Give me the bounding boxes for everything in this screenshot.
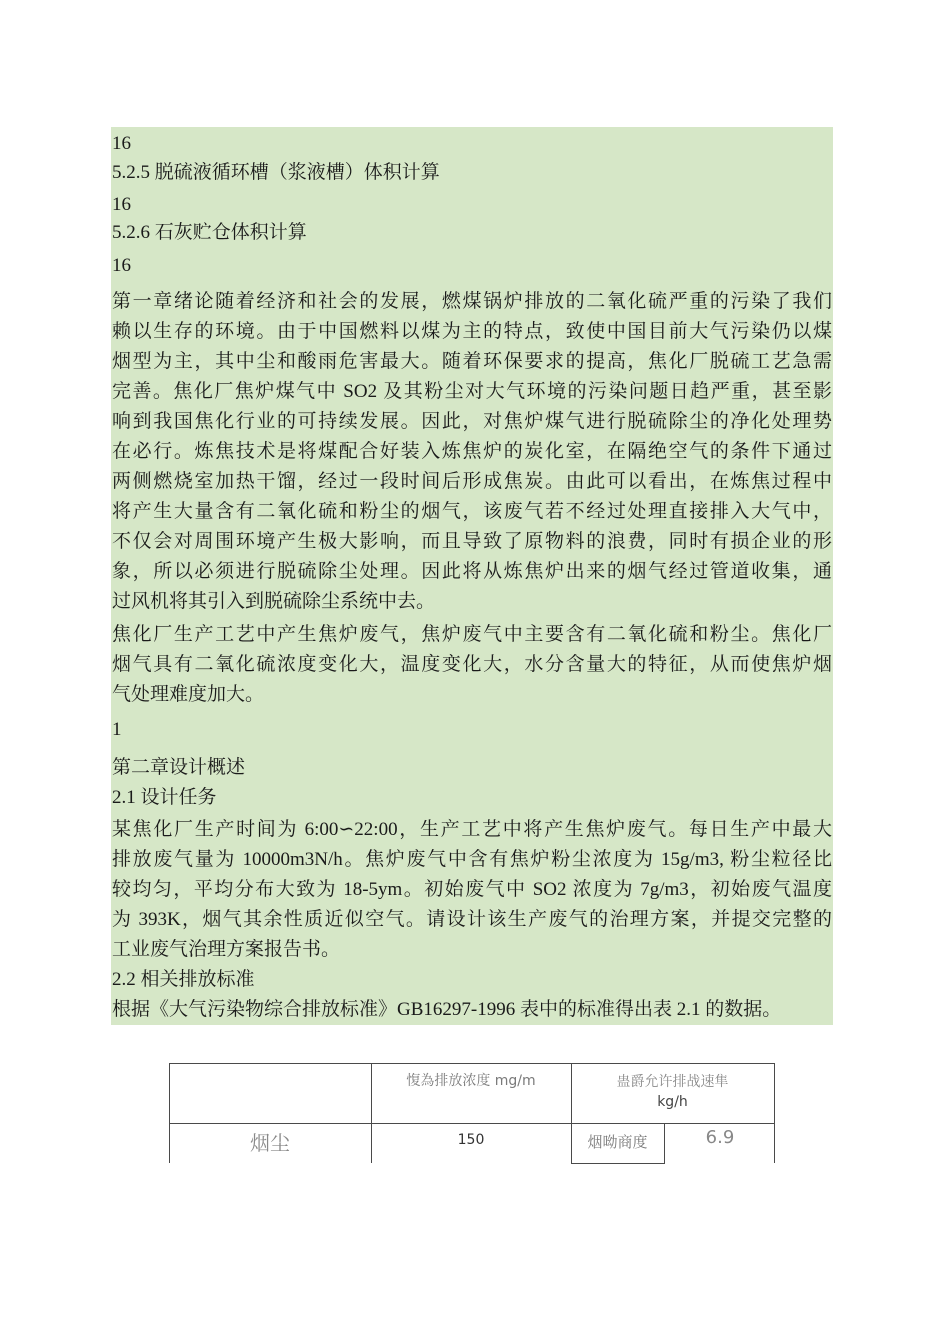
chapter-heading: 第二章设计概述 bbox=[112, 757, 246, 778]
section-heading: 2.2 相关排放标准 bbox=[112, 969, 255, 990]
paragraph-line: 气处理难度加大。 bbox=[112, 684, 265, 705]
toc-entry: 5.2.6 石灰贮仓体积计算 bbox=[112, 222, 307, 243]
toc-entry: 5.2.5 脱硫液循环槽（浆液槽）体积计算 bbox=[112, 162, 440, 183]
paragraph-line: 某焦化厂生产时间为 6:00∽22:00，生产工艺中将产生焦炉废气。每日生产中最大 bbox=[112, 819, 832, 840]
header-rate-unit: kg/h bbox=[657, 1094, 688, 1110]
paragraph-line: 两侧燃烧室加热干馏，经过一段时间后形成焦炭。由此可以看出，在炼焦过程中 bbox=[112, 471, 832, 492]
paragraph-line: 较均匀，平均分布大致为 18-5ym。初始废气中 SO2 浓度为 7g/m3，初始废气温度 bbox=[112, 879, 832, 900]
paragraph-line: 将产生大量含有二氧化硫和粉尘的烟气，该废气若不经过处理直接排入大气中， bbox=[112, 501, 832, 522]
section-heading: 2.1 设计任务 bbox=[112, 787, 217, 808]
emission-standard-table bbox=[169, 1063, 775, 1163]
row-pollutant-name: 烟尘 bbox=[250, 1131, 290, 1155]
paragraph-line: 过风机将其引入到脱硫除尘系统中去。 bbox=[112, 591, 436, 612]
toc-page-number: 16 bbox=[112, 255, 131, 276]
paragraph-line: 响到我国焦化行业的可持续发展。因此，对焦炉煤气进行脱硫除尘的净化处理势 bbox=[112, 411, 832, 432]
paragraph-line: 不仅会对周围环境产生极大影响，而且导致了原物料的浪费，同时有损企业的形 bbox=[112, 531, 832, 552]
paragraph-line: 完善。焦化厂焦炉煤气中 SO2 及其粉尘对大气环境的污染问题日趋严重，甚至影 bbox=[112, 381, 832, 402]
paragraph-line: 赖以生存的环境。由于中国燃料以煤为主的特点，致使中国目前大气污染仍以煤 bbox=[112, 321, 832, 342]
paragraph-line: 为 393K，烟气其余性质近似空气。请设计该生产废气的治理方案，并提交完整的 bbox=[112, 909, 832, 930]
row-emission-rate-value: 6.9 bbox=[705, 1127, 735, 1148]
paragraph-line: 烟型为主，其中尘和酸雨危害最大。随着环保要求的提高，焦化厂脱硫工艺急需 bbox=[112, 351, 832, 372]
row-stack-height-label: 烟呦商度 bbox=[587, 1133, 648, 1151]
paragraph-line: 第一章绪论随着经济和社会的发展，燃煤锅炉排放的二氧化硫严重的污染了我们 bbox=[112, 291, 832, 312]
toc-page-number: 16 bbox=[112, 194, 131, 215]
table-subcell-bottom bbox=[571, 1163, 665, 1164]
paragraph-line: 焦化厂生产工艺中产生焦炉废气，焦炉废气中主要含有二氧化硫和粉尘。焦化厂 bbox=[112, 624, 832, 645]
row-concentration-value: 150 bbox=[457, 1132, 485, 1148]
paragraph-line: 排放废气量为 10000m3N/h。焦炉废气中含有焦炉粉尘浓度为 15g/m3, 粉尘粒径比 bbox=[112, 849, 832, 870]
table-border-top bbox=[169, 1063, 775, 1064]
header-max-concentration: 愎為排放浓度 mg/m bbox=[406, 1073, 536, 1089]
paragraph-line: 烟气具有二氧化硫浓度变化大，温度变化大，水分含量大的特征，从而使焦炉烟 bbox=[112, 654, 832, 675]
table-border-right bbox=[774, 1063, 775, 1163]
paragraph-line: 象，所以必须进行脱硫除尘处理。因此将从炼焦炉出来的烟气经过管道收集，通 bbox=[112, 561, 832, 582]
page-number: 1 bbox=[112, 719, 122, 740]
table-border-mid bbox=[169, 1123, 775, 1124]
paragraph-line: 在必行。炼焦技术是将煤配合好装入炼焦炉的炭化室，在隔绝空气的条件下通过 bbox=[112, 441, 832, 462]
paragraph-line: 工业废气治理方案报告书。 bbox=[112, 939, 341, 960]
toc-page-number: 16 bbox=[112, 133, 131, 154]
paragraph-line: 根据《大气污染物综合排放标准》GB16297-1996 表中的标准得出表 2.1 的数据。 bbox=[112, 999, 782, 1020]
header-allowable-rate: 蛊爵允许排战速隼 bbox=[616, 1074, 729, 1090]
